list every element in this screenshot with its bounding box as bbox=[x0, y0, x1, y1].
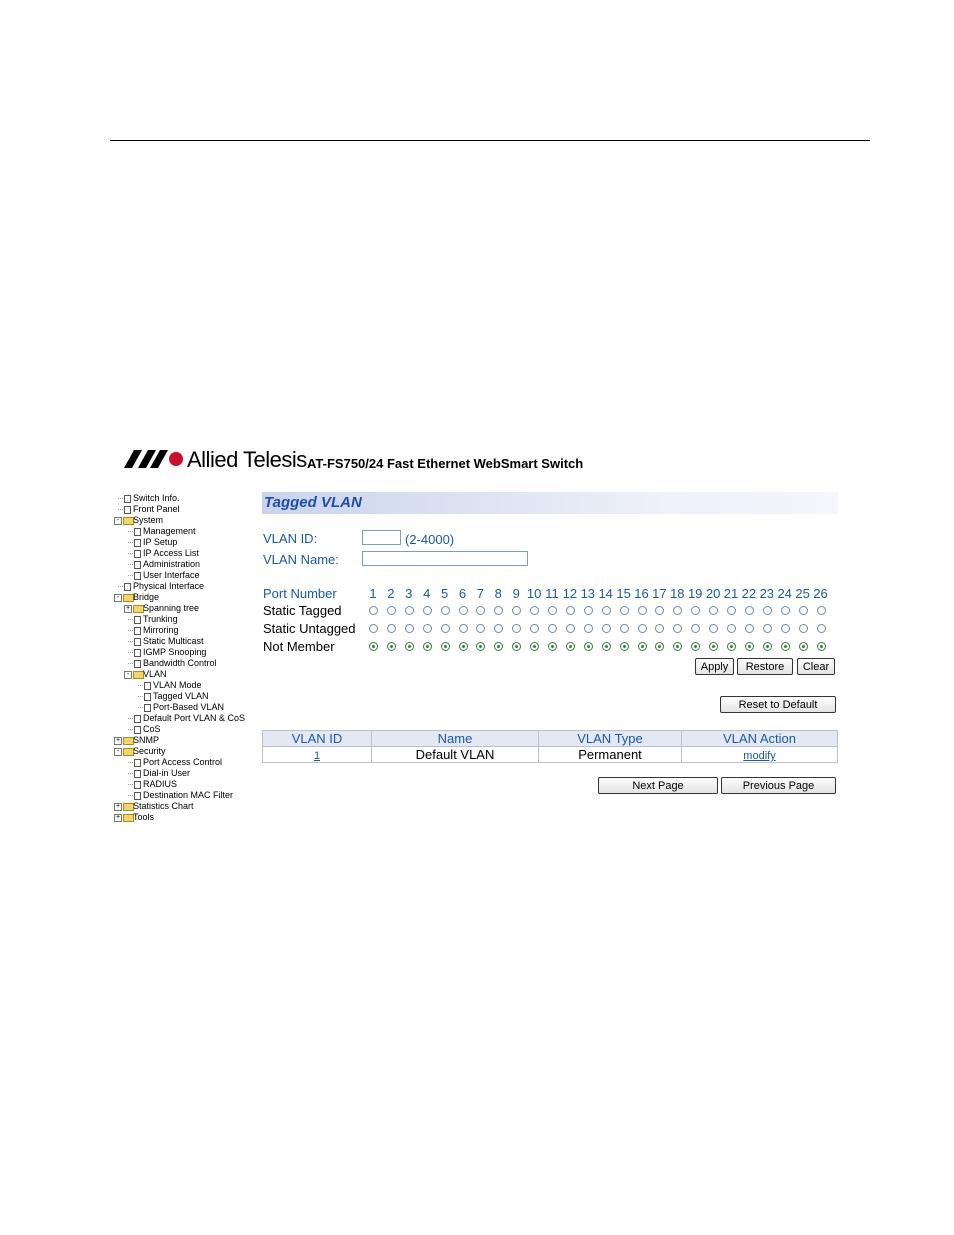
nav-tree-item[interactable] bbox=[114, 603, 254, 614]
nav-tree-label: IP Setup bbox=[143, 537, 178, 547]
nav-tree-label: IP Access List bbox=[143, 548, 199, 558]
page-icon bbox=[134, 770, 141, 778]
port-24-radio[interactable] bbox=[781, 624, 790, 633]
nav-tree-item[interactable] bbox=[114, 581, 254, 592]
vlan-id-link[interactable]: 1 bbox=[313, 750, 321, 762]
col-header-vlan-type: VLAN Type bbox=[539, 731, 682, 747]
nav-tree-label: VLAN Mode bbox=[153, 680, 202, 690]
nav-tree-item[interactable] bbox=[114, 526, 254, 537]
nav-tree-label: SNMP bbox=[133, 735, 160, 745]
port-9-radio[interactable] bbox=[512, 624, 521, 633]
tree-connector bbox=[128, 641, 133, 642]
page-icon bbox=[124, 506, 131, 514]
nav-tree-label: Dial-in User bbox=[143, 768, 191, 778]
membership-row-label: Static Tagged bbox=[263, 603, 342, 618]
port-2-radio[interactable] bbox=[387, 606, 396, 615]
port-26-radio[interactable] bbox=[817, 642, 826, 651]
page-icon bbox=[134, 627, 141, 635]
vlan-type-cell: Permanent bbox=[539, 747, 682, 763]
tree-connector bbox=[128, 652, 133, 653]
table-row bbox=[263, 747, 838, 763]
port-6-radio[interactable] bbox=[459, 642, 468, 651]
port-10-radio[interactable] bbox=[530, 624, 539, 633]
vlan-id-cell bbox=[263, 747, 372, 763]
port-12-radio[interactable] bbox=[566, 606, 575, 615]
port-number-8: 8 bbox=[494, 586, 502, 601]
port-number-10: 10 bbox=[526, 586, 542, 601]
tree-connector bbox=[128, 784, 133, 785]
tree-connector bbox=[128, 564, 133, 565]
port-3-radio[interactable] bbox=[405, 642, 414, 651]
tree-connector bbox=[128, 619, 133, 620]
tree-connector bbox=[128, 729, 133, 730]
port-7-radio[interactable] bbox=[476, 642, 485, 651]
port-19-radio[interactable] bbox=[691, 624, 700, 633]
port-6-radio[interactable] bbox=[459, 624, 468, 633]
tree-connector bbox=[128, 531, 133, 532]
nav-tree-label: Port Access Control bbox=[143, 757, 223, 767]
page-icon bbox=[134, 572, 141, 580]
port-26-radio[interactable] bbox=[817, 624, 826, 633]
page-icon bbox=[134, 638, 141, 646]
page-icon bbox=[124, 583, 131, 591]
nav-tree-item[interactable] bbox=[114, 504, 254, 515]
nav-tree-item[interactable] bbox=[114, 493, 254, 504]
nav-tree-label: Management bbox=[143, 526, 196, 536]
nav-tree-label: Destination MAC Filter bbox=[143, 790, 234, 800]
port-number-label: Port Number bbox=[263, 586, 337, 601]
port-number-17: 17 bbox=[652, 586, 667, 601]
port-number-24: 24 bbox=[777, 586, 792, 601]
port-1-radio[interactable] bbox=[369, 642, 378, 651]
page-icon bbox=[134, 759, 141, 767]
port-number-3: 3 bbox=[405, 586, 413, 601]
apply-button[interactable]: Apply bbox=[695, 658, 734, 675]
port-13-radio[interactable] bbox=[584, 606, 593, 615]
port-14-radio[interactable] bbox=[602, 642, 611, 651]
port-16-radio[interactable] bbox=[638, 624, 647, 633]
tree-connector bbox=[128, 718, 133, 719]
nav-tree-item[interactable] bbox=[114, 790, 254, 801]
nav-tree-item[interactable] bbox=[114, 515, 254, 526]
vlan-name-label: VLAN Name: bbox=[263, 552, 339, 567]
nav-tree-label: Spanning tree bbox=[143, 603, 200, 613]
expand-plus-icon[interactable]: + bbox=[115, 737, 121, 744]
membership-row-label: Not Member bbox=[263, 639, 335, 654]
brand-name: Allied Telesis bbox=[187, 447, 307, 472]
col-header-vlan-id: VLAN ID bbox=[263, 731, 372, 747]
vlan-name-input[interactable] bbox=[362, 551, 528, 566]
page-top-rule bbox=[110, 140, 870, 141]
expand-plus-icon[interactable]: + bbox=[115, 814, 121, 821]
nav-tree-item[interactable] bbox=[114, 768, 254, 779]
collapse-minus-icon[interactable]: - bbox=[114, 594, 122, 602]
nav-tree-label: Security bbox=[133, 746, 166, 756]
nav-tree-label: Default Port VLAN & CoS bbox=[143, 713, 246, 723]
nav-tree-item[interactable] bbox=[114, 614, 254, 625]
nav-tree-item[interactable] bbox=[114, 691, 254, 702]
col-header-vlan-action: VLAN Action bbox=[682, 731, 838, 747]
port-number-5: 5 bbox=[440, 586, 449, 601]
nav-tree-label: User Interface bbox=[143, 570, 200, 580]
port-14-radio[interactable] bbox=[602, 606, 611, 615]
page-icon bbox=[124, 495, 131, 503]
port-11-radio[interactable] bbox=[548, 642, 557, 651]
port-number-4: 4 bbox=[423, 586, 431, 601]
port-9-radio[interactable] bbox=[512, 606, 521, 615]
page-icon bbox=[134, 528, 141, 536]
nav-tree-label: Tools bbox=[133, 812, 155, 822]
port-11-radio[interactable] bbox=[548, 606, 557, 615]
nav-tree-item[interactable] bbox=[114, 559, 254, 570]
page-icon bbox=[134, 649, 141, 657]
tree-connector bbox=[118, 498, 123, 499]
nav-tree-label: Physical Interface bbox=[133, 581, 205, 591]
page-icon bbox=[134, 660, 141, 668]
port-20-radio[interactable] bbox=[709, 624, 718, 633]
tree-connector bbox=[128, 542, 133, 543]
port-23-radio[interactable] bbox=[763, 606, 772, 615]
port-number-11: 11 bbox=[545, 586, 559, 601]
port-9-radio[interactable] bbox=[512, 642, 521, 651]
port-7-radio[interactable] bbox=[476, 606, 485, 615]
port-4-radio[interactable] bbox=[423, 642, 432, 651]
port-number-7: 7 bbox=[476, 586, 484, 601]
port-8-radio[interactable] bbox=[494, 624, 503, 633]
nav-tree-label: Switch Info. bbox=[133, 493, 180, 503]
port-number-19: 19 bbox=[687, 586, 703, 601]
nav-tree-label: VLAN bbox=[143, 669, 167, 679]
port-10-radio[interactable] bbox=[530, 606, 539, 615]
page-icon bbox=[134, 539, 141, 547]
panel-title-bar bbox=[262, 492, 838, 514]
nav-tree-label: Bandwidth Control bbox=[143, 658, 217, 668]
port-1-radio[interactable] bbox=[369, 624, 378, 633]
nav-tree-label: Mirroring bbox=[143, 625, 179, 635]
port-21-radio[interactable] bbox=[727, 606, 736, 615]
port-number-26: 26 bbox=[813, 586, 828, 601]
port-6-radio[interactable] bbox=[459, 606, 468, 615]
port-number-2: 2 bbox=[387, 586, 395, 601]
port-8-radio[interactable] bbox=[494, 642, 503, 651]
port-18-radio[interactable] bbox=[673, 642, 682, 651]
vlan-id-input[interactable] bbox=[362, 530, 401, 545]
nav-tree-item[interactable] bbox=[114, 636, 254, 647]
page-icon bbox=[134, 715, 141, 723]
port-3-radio[interactable] bbox=[405, 606, 414, 615]
port-4-radio[interactable] bbox=[423, 624, 432, 633]
port-2-radio[interactable] bbox=[387, 642, 396, 651]
port-20-radio[interactable] bbox=[709, 606, 718, 615]
tree-connector bbox=[138, 685, 143, 686]
page-icon bbox=[134, 561, 141, 569]
tree-connector bbox=[128, 630, 133, 631]
port-5-radio[interactable] bbox=[441, 642, 450, 651]
page-icon bbox=[134, 792, 141, 800]
nav-tree-label: Administration bbox=[143, 559, 201, 569]
vlan-id-range: (2-4000) bbox=[405, 532, 455, 547]
port-12-radio[interactable] bbox=[566, 624, 575, 633]
nav-tree-label: Port-Based VLAN bbox=[153, 702, 225, 712]
nav-tree-item[interactable] bbox=[114, 746, 254, 757]
nav-tree-item[interactable] bbox=[114, 625, 254, 636]
nav-tree-item[interactable] bbox=[114, 669, 254, 680]
port-24-radio[interactable] bbox=[781, 642, 790, 651]
nav-tree bbox=[114, 493, 254, 823]
nav-tree-label: RADIUS bbox=[143, 779, 178, 789]
port-21-radio[interactable] bbox=[727, 642, 736, 651]
page-icon bbox=[134, 726, 141, 734]
page-icon bbox=[134, 616, 141, 624]
tree-connector bbox=[128, 773, 133, 774]
clear-button[interactable]: Clear bbox=[797, 658, 835, 675]
nav-tree-item[interactable] bbox=[114, 713, 254, 724]
restore-button[interactable]: Restore bbox=[737, 658, 793, 675]
port-19-radio[interactable] bbox=[691, 606, 700, 615]
port-1-radio[interactable] bbox=[369, 606, 378, 615]
product-name: AT-FS750/24 Fast Ethernet WebSmart Switch bbox=[307, 456, 584, 471]
port-number-9: 9 bbox=[512, 586, 520, 601]
tree-connector bbox=[128, 762, 133, 763]
app-header bbox=[124, 446, 824, 476]
port-17-radio[interactable] bbox=[655, 606, 664, 615]
port-number-13: 13 bbox=[580, 586, 596, 601]
tree-connector bbox=[118, 586, 123, 587]
port-number-6: 6 bbox=[458, 586, 467, 601]
page-icon bbox=[134, 781, 141, 789]
collapse-minus-icon[interactable]: - bbox=[114, 517, 122, 525]
modify-link[interactable]: modify bbox=[743, 750, 776, 762]
page-icon bbox=[144, 693, 151, 701]
port-17-radio[interactable] bbox=[655, 624, 664, 633]
nav-tree-label: CoS bbox=[143, 724, 161, 734]
collapse-minus-icon[interactable]: - bbox=[124, 671, 132, 679]
port-2-radio[interactable] bbox=[387, 624, 396, 633]
port-number-20: 20 bbox=[705, 586, 721, 601]
port-23-radio[interactable] bbox=[763, 624, 772, 633]
nav-tree-item[interactable] bbox=[114, 537, 254, 548]
tree-connector bbox=[128, 575, 133, 576]
port-number-12: 12 bbox=[562, 586, 578, 601]
port-number-21: 21 bbox=[723, 586, 739, 601]
port-24-radio[interactable] bbox=[781, 606, 790, 615]
page-icon bbox=[144, 682, 151, 690]
port-10-radio[interactable] bbox=[530, 642, 539, 651]
port-5-radio[interactable] bbox=[441, 606, 450, 615]
port-19-radio[interactable] bbox=[691, 642, 700, 651]
col-header-name: Name bbox=[372, 731, 539, 747]
port-number-18: 18 bbox=[670, 586, 685, 601]
previous-page-button[interactable]: Previous Page bbox=[721, 777, 836, 794]
nav-tree-label: Tagged VLAN bbox=[153, 691, 209, 701]
nav-tree-label: Statistics Chart bbox=[133, 801, 194, 811]
tree-connector bbox=[128, 553, 133, 554]
port-15-radio[interactable] bbox=[620, 642, 629, 651]
port-20-radio[interactable] bbox=[709, 642, 718, 651]
nav-tree-item[interactable] bbox=[114, 680, 254, 691]
port-23-radio[interactable] bbox=[763, 642, 772, 651]
vlan-table bbox=[262, 730, 838, 763]
expand-plus-icon[interactable]: + bbox=[115, 803, 121, 810]
nav-tree-label: Trunking bbox=[143, 614, 178, 624]
port-25-radio[interactable] bbox=[799, 642, 808, 651]
nav-tree-label: Front Panel bbox=[133, 504, 180, 514]
port-5-radio[interactable] bbox=[441, 624, 450, 633]
port-15-radio[interactable] bbox=[620, 624, 629, 633]
nav-tree-item[interactable] bbox=[114, 812, 254, 823]
port-25-radio[interactable] bbox=[799, 606, 808, 615]
port-8-radio[interactable] bbox=[494, 606, 503, 615]
nav-tree-item[interactable] bbox=[114, 779, 254, 790]
port-number-15: 15 bbox=[616, 586, 631, 601]
nav-tree-item[interactable] bbox=[114, 801, 254, 812]
port-17-radio[interactable] bbox=[655, 642, 664, 651]
page-icon bbox=[134, 550, 141, 558]
port-15-radio[interactable] bbox=[620, 606, 629, 615]
port-3-radio[interactable] bbox=[405, 624, 414, 633]
nav-tree-item[interactable] bbox=[114, 570, 254, 581]
port-7-radio[interactable] bbox=[476, 624, 485, 633]
port-14-radio[interactable] bbox=[602, 624, 611, 633]
port-18-radio[interactable] bbox=[673, 624, 682, 633]
port-13-radio[interactable] bbox=[584, 624, 593, 633]
nav-tree-item[interactable] bbox=[114, 735, 254, 746]
vlan-id-label: VLAN ID: bbox=[263, 531, 318, 546]
port-26-radio[interactable] bbox=[817, 606, 826, 615]
port-25-radio[interactable] bbox=[799, 624, 808, 633]
port-22-radio[interactable] bbox=[745, 624, 754, 633]
port-12-radio[interactable] bbox=[566, 642, 575, 651]
port-21-radio[interactable] bbox=[727, 624, 736, 633]
port-4-radio[interactable] bbox=[423, 606, 432, 615]
page-icon bbox=[144, 704, 151, 712]
port-number-14: 14 bbox=[598, 586, 613, 601]
port-number-1: 1 bbox=[369, 586, 377, 601]
tree-connector bbox=[138, 707, 143, 708]
reset-to-default-button[interactable]: Reset to Default bbox=[720, 696, 836, 713]
port-16-radio[interactable] bbox=[638, 606, 647, 615]
nav-tree-item[interactable] bbox=[114, 702, 254, 713]
tree-connector bbox=[118, 509, 123, 510]
collapse-minus-icon[interactable]: - bbox=[114, 748, 122, 756]
nav-tree-label: Static Multicast bbox=[143, 636, 204, 646]
port-22-radio[interactable] bbox=[745, 606, 754, 615]
tree-connector bbox=[128, 795, 133, 796]
port-11-radio[interactable] bbox=[548, 624, 557, 633]
nav-tree-item[interactable] bbox=[114, 757, 254, 768]
nav-tree-item[interactable] bbox=[114, 658, 254, 669]
vlan-name-cell: Default VLAN bbox=[372, 747, 539, 763]
tree-connector bbox=[138, 696, 143, 697]
port-18-radio[interactable] bbox=[673, 606, 682, 615]
port-16-radio[interactable] bbox=[638, 642, 647, 651]
port-number-16: 16 bbox=[634, 586, 649, 601]
page-title: Tagged VLAN bbox=[264, 494, 362, 511]
allied-telesis-logo-icon bbox=[124, 450, 184, 468]
membership-row-label: Static Untagged bbox=[263, 621, 356, 636]
vlan-table-header bbox=[263, 731, 838, 747]
port-22-radio[interactable] bbox=[745, 642, 754, 651]
port-number-22: 22 bbox=[741, 586, 757, 601]
tree-connector bbox=[128, 663, 133, 664]
nav-tree-item[interactable] bbox=[114, 592, 254, 603]
nav-tree-label: Bridge bbox=[133, 592, 160, 602]
port-number-25: 25 bbox=[795, 586, 810, 601]
nav-tree-item[interactable] bbox=[114, 724, 254, 735]
vlan-action-cell bbox=[682, 747, 838, 763]
port-number-23: 23 bbox=[759, 586, 775, 601]
nav-tree-item[interactable] bbox=[114, 548, 254, 559]
nav-tree-label: IGMP Snooping bbox=[143, 647, 207, 657]
port-13-radio[interactable] bbox=[584, 642, 593, 651]
next-page-button[interactable]: Next Page bbox=[598, 777, 718, 794]
nav-tree-item[interactable] bbox=[114, 647, 254, 658]
nav-tree-label: System bbox=[133, 515, 164, 525]
expand-plus-icon[interactable]: + bbox=[125, 605, 131, 612]
